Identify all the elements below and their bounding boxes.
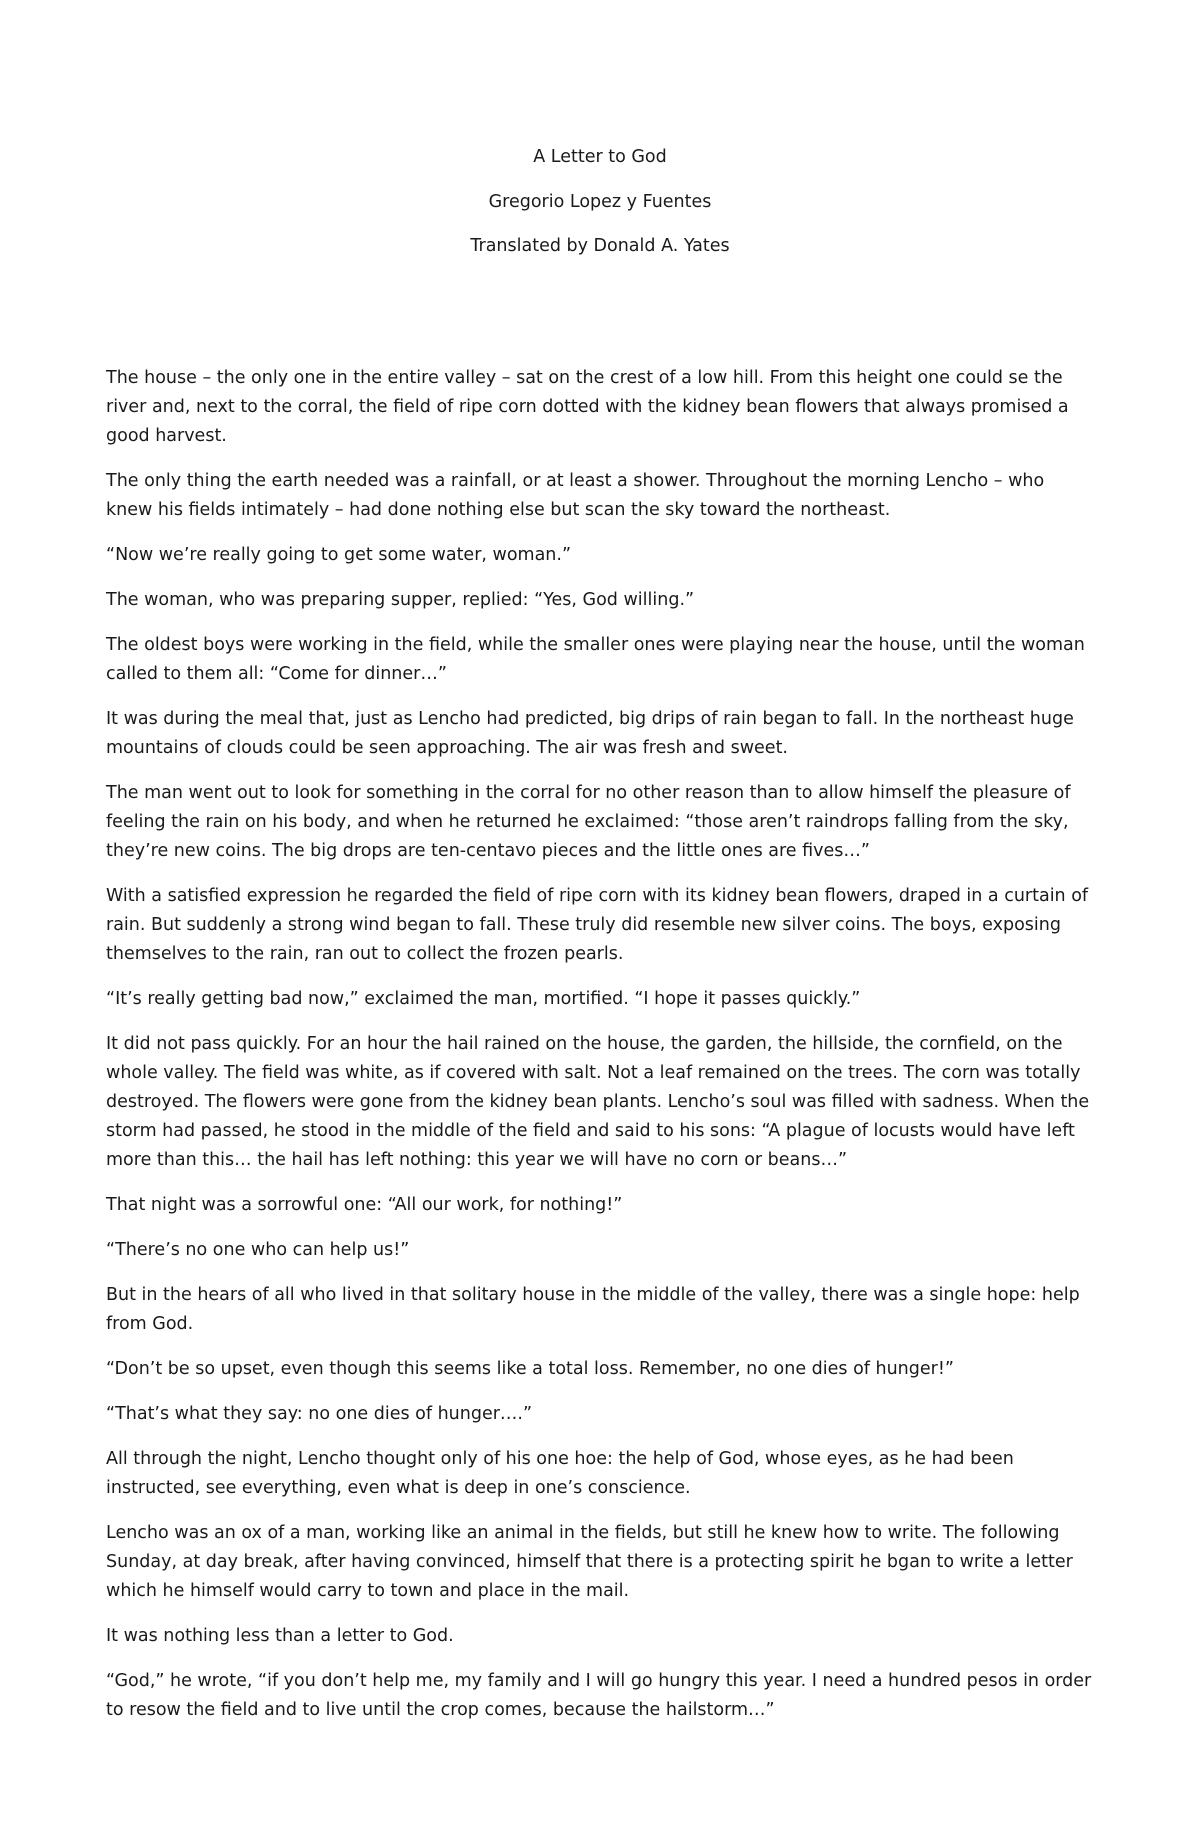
paragraph: The man went out to look for something in the corral for no other reason than to allow himself the pleasure of feeling the rain on his body, and when he returned he exclaimed: “those aren’t raindrops falling from the sky, they’re new coins. The big drops are ten-centavo pieces and the little ones are fives…” bbox=[106, 783, 1071, 861]
story-body bbox=[106, 364, 1096, 1741]
paragraph: The house – the only one in the entire valley – sat on the crest of a low hill. From this height one could se the river and, next to the corral, the field of ripe corn dotted with the kidney bean flowers that always promised a good harvest. bbox=[106, 368, 1069, 446]
paragraph: But in the hears of all who lived in that solitary house in the middle of the valley, there was a single hope: help from God. bbox=[106, 1285, 1080, 1334]
paragraph: It was during the meal that, just as Lencho had predicted, big drips of rain began to fall. In the northeast huge mountains of clouds could be seen approaching. The air was fresh and sweet. bbox=[106, 709, 1074, 758]
paragraph: “God,” he wrote, “if you don’t help me, my family and I will go hungry this year. I need a hundred pesos in order to resow the field and to live until the crop comes, because the hailstorm…” bbox=[106, 1671, 1092, 1720]
document-author: Gregorio Lopez y Fuentes bbox=[488, 192, 712, 212]
paragraph: It did not pass quickly. For an hour the hail rained on the house, the garden, the hillside, the cornfield, on the whole valley. The field was white, as if covered with salt. Not a leaf remained on the trees. The corn was totally destroyed. The flowers were gone from the kidney bean plants. Lencho’s soul was filled with sadness. When the storm had passed, he stood in the middle of the field and said to his sons: “A plague of locusts would have left more than this… the hail has left nothing: this year we will have no corn or beans…” bbox=[106, 1034, 1090, 1170]
paragraph: “Don’t be so upset, even though this seems like a total loss. Remember, no one dies of hunger!” bbox=[106, 1359, 954, 1379]
paragraph: With a satisfied expression he regarded the field of ripe corn with its kidney bean flowers, draped in a curtain of rain. But suddenly a strong wind began to fall. These truly did resemble new silver coins. The boys, exposing themselves to the rain, ran out to collect the frozen pearls. bbox=[106, 886, 1089, 964]
paragraph: It was nothing less than a letter to God. bbox=[106, 1626, 454, 1646]
paragraph: “Now we’re really going to get some water, woman.” bbox=[106, 545, 572, 565]
paragraph: “There’s no one who can help us!” bbox=[106, 1240, 410, 1260]
paragraph: “It’s really getting bad now,” exclaimed the man, mortified. “I hope it passes quickly.” bbox=[106, 989, 861, 1009]
paragraph: That night was a sorrowful one: “All our work, for nothing!” bbox=[106, 1195, 623, 1215]
paragraph: The oldest boys were working in the field, while the smaller ones were playing near the house, until the woman called to them all: “Come for dinner…” bbox=[106, 635, 1085, 684]
document-translator: Translated by Donald A. Yates bbox=[470, 236, 730, 256]
paragraph: Lencho was an ox of a man, working like an animal in the fields, but still he knew how to write. The following Sunday, at day break, after having convinced, himself that there is a protecting spirit he bgan to write a letter which he himself would carry to town and place in the mail. bbox=[106, 1523, 1073, 1601]
paragraph: “That’s what they say: no one dies of hunger….” bbox=[106, 1404, 533, 1424]
paragraph: The woman, who was preparing supper, replied: “Yes, God willing.” bbox=[106, 590, 695, 610]
paragraph: The only thing the earth needed was a rainfall, or at least a shower. Throughout the morning Lencho – who knew his fields intimately – had done nothing else but scan the sky toward the northeast. bbox=[106, 471, 1045, 520]
document-title: A Letter to God bbox=[533, 147, 667, 167]
paragraph: All through the night, Lencho thought only of his one hoe: the help of God, whose eyes, as he had been instructed, see everything, even what is deep in one’s conscience. bbox=[106, 1449, 1014, 1498]
